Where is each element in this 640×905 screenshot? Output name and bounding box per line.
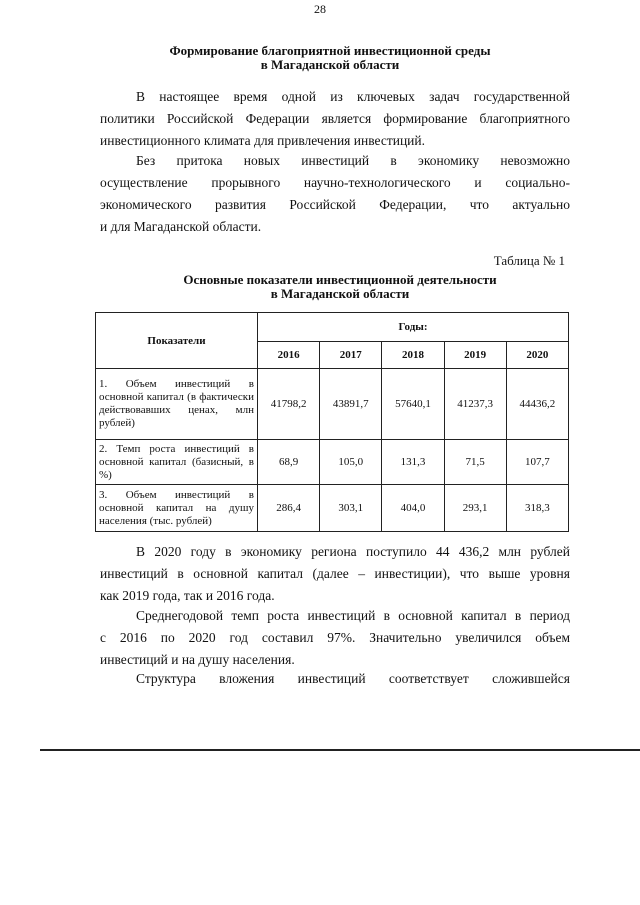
value-cell: 44436,2 xyxy=(506,369,568,440)
table-title-line-2: в Магаданской области xyxy=(270,286,410,301)
after-paragraph-3 xyxy=(100,668,570,690)
indicator-cell: 3. Объем инвестиций в основной капитал на душу населения (тыс. рублей) xyxy=(96,485,258,532)
section-title-line-1: Формирование благоприятной инвестиционной среды xyxy=(169,43,491,58)
value-cell: 43891,7 xyxy=(320,369,382,440)
table-row xyxy=(96,369,569,440)
value-cell: 303,1 xyxy=(320,485,382,532)
after-paragraph-2 xyxy=(100,605,570,671)
intro-paragraph-1 xyxy=(100,86,570,152)
text-line: с 2016 по 2020 год составил 97%. Значительно увеличился объем xyxy=(100,630,570,645)
value-cell: 105,0 xyxy=(320,440,382,485)
text-line: Структура вложения инвестиций соответствует сложившейся xyxy=(136,671,570,686)
value-cell: 404,0 xyxy=(382,485,444,532)
value-cell: 131,3 xyxy=(382,440,444,485)
table-title xyxy=(110,273,570,301)
text-line: осуществление прорывного научно-технологического и социально- xyxy=(100,175,570,190)
text-line: В 2020 году в экономику региона поступило 44 436,2 млн рублей xyxy=(136,544,570,559)
table-row xyxy=(96,485,569,532)
table-title-line-1: Основные показатели инвестиционной деятельности xyxy=(183,272,497,287)
indicator-cell: 1. Объем инвестиций в основной капитал (в фактически действовавших ценах, млн рублей) xyxy=(96,369,258,440)
header-indicator: Показатели xyxy=(96,313,258,369)
value-cell: 293,1 xyxy=(444,485,506,532)
value-cell: 286,4 xyxy=(258,485,320,532)
text-line: В настоящее время одной из ключевых задач государственной xyxy=(136,89,570,104)
value-cell: 68,9 xyxy=(258,440,320,485)
text-line: Среднегодовой темп роста инвестиций в основной капитал в период xyxy=(136,608,570,623)
text-line: экономического развития Российской Федерации, что актуально xyxy=(100,197,570,212)
table-label: Таблица № 1 xyxy=(493,253,565,268)
after-paragraph-1 xyxy=(100,541,570,607)
text-line: инвестиций в основной капитал (далее – инвестиции), что выше уровня xyxy=(100,566,570,581)
table-row xyxy=(96,440,569,485)
year-header: 2018 xyxy=(382,342,444,369)
year-header: 2020 xyxy=(506,342,568,369)
footer-rule xyxy=(40,749,640,751)
text-line: инвестиционного климата для привлечения инвестиций. xyxy=(100,133,425,148)
text-line: инвестиций и на душу населения. xyxy=(100,652,295,667)
section-title xyxy=(90,44,570,72)
value-cell: 41798,2 xyxy=(258,369,320,440)
value-cell: 318,3 xyxy=(506,485,568,532)
value-cell: 71,5 xyxy=(444,440,506,485)
value-cell: 41237,3 xyxy=(444,369,506,440)
indicators-table xyxy=(95,312,569,532)
year-header: 2016 xyxy=(258,342,320,369)
value-cell: 107,7 xyxy=(506,440,568,485)
intro-paragraph-2 xyxy=(100,150,570,238)
text-line: как 2019 года, так и 2016 года. xyxy=(100,588,275,603)
text-line: и для Магаданской области. xyxy=(100,219,262,234)
indicator-cell: 2. Темп роста инвестиций в основной капитал (базисный, в %) xyxy=(96,440,258,485)
year-header: 2017 xyxy=(320,342,382,369)
value-cell: 57640,1 xyxy=(382,369,444,440)
section-title-line-2: в Магаданской области xyxy=(260,57,400,72)
text-line: Без притока новых инвестиций в экономику невозможно xyxy=(136,153,570,168)
header-years: Годы: xyxy=(258,313,569,342)
page-number: 28 xyxy=(314,2,326,16)
year-header: 2019 xyxy=(444,342,506,369)
text-line: политики Российской Федерации является формирование благоприятного xyxy=(100,111,570,126)
